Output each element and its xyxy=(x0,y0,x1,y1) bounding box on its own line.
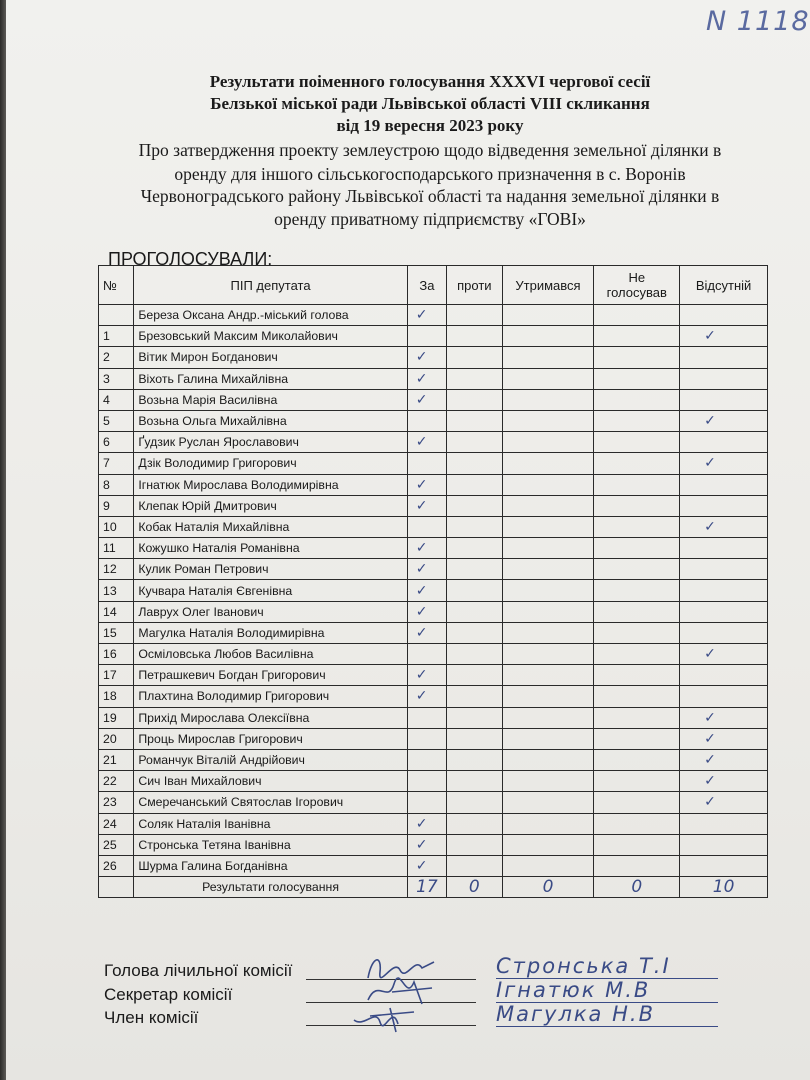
deputy-number: 20 xyxy=(99,728,134,749)
deputy-name: Романчук Віталій Андрійович xyxy=(134,749,407,770)
vote-cell-abstained xyxy=(502,686,594,707)
vote-cell-for xyxy=(407,771,446,792)
title-line-2: Белзької міської ради Львівської області VIII скликання xyxy=(210,94,650,113)
vote-cell-against xyxy=(447,559,502,580)
table-row xyxy=(99,580,768,601)
deputy-number: 18 xyxy=(99,686,134,707)
vote-cell-for xyxy=(407,474,446,495)
table-row xyxy=(99,516,768,537)
checkmark-icon: ✓ xyxy=(415,349,428,366)
deputy-name: Осміловська Любов Василівна xyxy=(134,644,407,665)
signature-role-2: Секретар комісії xyxy=(104,985,233,1004)
deputy-number: 17 xyxy=(99,665,134,686)
vote-cell-abstained xyxy=(502,410,594,431)
vote-cell-absent xyxy=(680,389,768,410)
vote-cell-absent xyxy=(680,516,768,537)
table-row xyxy=(99,453,768,474)
vote-cell-absent xyxy=(680,368,768,389)
results-empty-cell xyxy=(99,877,134,898)
deputy-name: Соляк Наталія Іванівна xyxy=(134,813,407,834)
vote-cell-for xyxy=(407,495,446,516)
vote-cell-for xyxy=(407,855,446,876)
signature-role-1: Голова лічильної комісії xyxy=(104,961,293,980)
vote-cell-absent xyxy=(680,644,768,665)
vote-cell-absent xyxy=(680,813,768,834)
table-row xyxy=(99,792,768,813)
deputy-name: Кулик Роман Петрович xyxy=(134,559,407,580)
deputy-name: Петрашкевич Богдан Григорович xyxy=(134,665,407,686)
deputy-name: Вітик Мирон Богданович xyxy=(134,347,407,368)
vote-cell-abstained xyxy=(502,432,594,453)
table-row xyxy=(99,474,768,495)
deputy-number: 25 xyxy=(99,834,134,855)
deputy-name: Возьна Марія Василівна xyxy=(134,389,407,410)
subject-line-2: оренду для іншого сільськогосподарського призначення в с. Воронів xyxy=(174,164,686,184)
deputy-number: 11 xyxy=(99,538,134,559)
checkmark-icon: ✓ xyxy=(704,709,716,726)
header-against: проти xyxy=(447,266,502,305)
vote-cell-for xyxy=(407,432,446,453)
vote-cell-for xyxy=(407,644,446,665)
deputy-number: 7 xyxy=(99,453,134,474)
result-abstained: 0 xyxy=(502,877,594,898)
vote-cell-against xyxy=(447,410,502,431)
table-row xyxy=(99,368,768,389)
deputy-name: Магулка Наталія Володимирівна xyxy=(134,622,407,643)
table-row xyxy=(99,495,768,516)
deputy-number: 5 xyxy=(99,410,134,431)
vote-cell-absent xyxy=(680,305,768,326)
vote-cell-for xyxy=(407,347,446,368)
voted-label: ПРОГОЛОСУВАЛИ: xyxy=(108,249,273,269)
checkmark-icon: ✓ xyxy=(415,624,428,641)
vote-cell-abstained xyxy=(502,368,594,389)
deputy-name: Проць Мирослав Григорович xyxy=(134,728,407,749)
vote-cell-against xyxy=(447,326,502,347)
vote-cell-not-voted xyxy=(594,347,680,368)
vote-cell-for xyxy=(407,516,446,537)
vote-cell-against xyxy=(447,792,502,813)
signature-scribble-3 xyxy=(350,998,430,1034)
vote-cell-for xyxy=(407,326,446,347)
deputy-name: Клепак Юрій Дмитрович xyxy=(134,495,407,516)
checkmark-icon: ✓ xyxy=(415,540,428,557)
result-not-voted: 0 xyxy=(594,877,680,898)
vote-cell-absent xyxy=(680,453,768,474)
vote-cell-against xyxy=(447,432,502,453)
deputy-name: Ігнатюк Мирослава Володимирівна xyxy=(134,474,407,495)
vote-cell-abstained xyxy=(502,580,594,601)
table-row xyxy=(99,686,768,707)
vote-cell-for xyxy=(407,792,446,813)
deputy-name: Возьна Ольга Михайлівна xyxy=(134,410,407,431)
vote-cell-not-voted xyxy=(594,389,680,410)
table-row xyxy=(99,326,768,347)
deputy-number: 21 xyxy=(99,749,134,770)
checkmark-icon: ✓ xyxy=(704,455,716,472)
vote-cell-not-voted xyxy=(594,368,680,389)
checkmark-icon: ✓ xyxy=(704,413,716,430)
vote-cell-absent xyxy=(680,622,768,643)
checkmark-icon: ✓ xyxy=(704,773,716,790)
vote-cell-abstained xyxy=(502,516,594,537)
deputy-name: Лаврух Олег Іванович xyxy=(134,601,407,622)
table-row xyxy=(99,728,768,749)
vote-cell-against xyxy=(447,749,502,770)
vote-cell-for xyxy=(407,410,446,431)
results-row xyxy=(99,877,768,898)
deputy-name: Сич Іван Михайлович xyxy=(134,771,407,792)
vote-cell-absent xyxy=(680,834,768,855)
deputy-number: 19 xyxy=(99,707,134,728)
table-row xyxy=(99,559,768,580)
deputy-name: Прихід Мирослава Олексіївна xyxy=(134,707,407,728)
table-row xyxy=(99,410,768,431)
vote-cell-abstained xyxy=(502,453,594,474)
vote-cell-not-voted xyxy=(594,707,680,728)
vote-cell-against xyxy=(447,707,502,728)
vote-cell-abstained xyxy=(502,834,594,855)
vote-cell-for xyxy=(407,834,446,855)
vote-cell-for xyxy=(407,622,446,643)
deputy-name: Брезовський Максим Миколайович xyxy=(134,326,407,347)
header-for: За xyxy=(407,266,446,305)
table-row xyxy=(99,665,768,686)
vote-cell-not-voted xyxy=(594,792,680,813)
vote-cell-against xyxy=(447,813,502,834)
vote-cell-not-voted xyxy=(594,410,680,431)
vote-cell-absent xyxy=(680,665,768,686)
header-not-voted-line2: голосував xyxy=(606,285,667,300)
vote-cell-not-voted xyxy=(594,855,680,876)
checkmark-icon: ✓ xyxy=(704,730,716,747)
checkmark-icon: ✓ xyxy=(704,752,716,769)
table-body xyxy=(99,305,768,877)
vote-cell-for xyxy=(407,707,446,728)
checkmark-icon: ✓ xyxy=(415,434,428,451)
checkmark-icon: ✓ xyxy=(415,476,428,493)
title-line-3: від 19 вересня 2023 року xyxy=(336,116,524,135)
vote-cell-against xyxy=(447,347,502,368)
vote-cell-absent xyxy=(680,347,768,368)
title-line-1: Результати поіменного голосування XXXVI чергової сесії xyxy=(209,72,651,91)
header-name: ПІП депутата xyxy=(134,266,407,305)
table-row xyxy=(99,601,768,622)
vote-cell-against xyxy=(447,368,502,389)
subject-line-4: оренду приватному підприємству «ГОВІ» xyxy=(274,209,586,229)
vote-cell-for xyxy=(407,813,446,834)
deputy-number: 22 xyxy=(99,771,134,792)
vote-cell-against xyxy=(447,516,502,537)
checkmark-icon: ✓ xyxy=(415,667,428,684)
vote-cell-absent xyxy=(680,326,768,347)
deputy-number: 24 xyxy=(99,813,134,834)
header-not-voted-line1: Не xyxy=(628,270,646,285)
table-row xyxy=(99,347,768,368)
vote-cell-against xyxy=(447,580,502,601)
deputy-number: 14 xyxy=(99,601,134,622)
table-row xyxy=(99,749,768,770)
vote-cell-against xyxy=(447,305,502,326)
vote-cell-not-voted xyxy=(594,834,680,855)
deputy-name: Шурма Галина Богданівна xyxy=(134,855,407,876)
checkmark-icon: ✓ xyxy=(415,857,428,874)
vote-cell-not-voted xyxy=(594,686,680,707)
vote-cell-abstained xyxy=(502,474,594,495)
vote-cell-not-voted xyxy=(594,326,680,347)
vote-cell-abstained xyxy=(502,707,594,728)
vote-cell-absent xyxy=(680,474,768,495)
result-absent: 10 xyxy=(680,877,768,898)
vote-cell-not-voted xyxy=(594,474,680,495)
table-row xyxy=(99,305,768,326)
table-row xyxy=(99,389,768,410)
deputy-number: 3 xyxy=(99,368,134,389)
vote-cell-abstained xyxy=(502,813,594,834)
checkmark-icon: ✓ xyxy=(415,561,428,578)
deputy-number: 8 xyxy=(99,474,134,495)
checkmark-icon: ✓ xyxy=(415,836,428,853)
deputy-number: 10 xyxy=(99,516,134,537)
voting-table xyxy=(98,265,768,898)
deputy-number: 13 xyxy=(99,580,134,601)
vote-cell-against xyxy=(447,728,502,749)
vote-cell-for xyxy=(407,538,446,559)
vote-cell-not-voted xyxy=(594,813,680,834)
vote-cell-not-voted xyxy=(594,728,680,749)
deputy-number: 16 xyxy=(99,644,134,665)
results-label: Результати голосування xyxy=(134,877,407,898)
checkmark-icon: ✓ xyxy=(415,391,428,408)
header-abstained: Утримався xyxy=(502,266,594,305)
deputy-number: 2 xyxy=(99,347,134,368)
checkmark-icon: ✓ xyxy=(415,688,428,705)
vote-cell-against xyxy=(447,665,502,686)
result-against: 0 xyxy=(447,877,502,898)
table-row xyxy=(99,834,768,855)
checkmark-icon: ✓ xyxy=(704,646,716,663)
deputy-number: 1 xyxy=(99,326,134,347)
signature-name-1: Стронська Т.І xyxy=(496,954,718,979)
vote-cell-not-voted xyxy=(594,305,680,326)
vote-cell-against xyxy=(447,622,502,643)
deputy-name: Дзік Володимир Григорович xyxy=(134,453,407,474)
vote-cell-abstained xyxy=(502,749,594,770)
vote-cell-not-voted xyxy=(594,749,680,770)
vote-cell-absent xyxy=(680,495,768,516)
deputy-name: Плахтина Володимир Григорович xyxy=(134,686,407,707)
vote-cell-absent xyxy=(680,792,768,813)
vote-cell-not-voted xyxy=(594,516,680,537)
vote-cell-abstained xyxy=(502,855,594,876)
deputy-number: 26 xyxy=(99,855,134,876)
deputy-name: Смеречанський Святослав Ігорович xyxy=(134,792,407,813)
checkmark-icon: ✓ xyxy=(704,328,716,345)
checkmark-icon: ✓ xyxy=(415,582,428,599)
deputy-name: Кучвара Наталія Євгенівна xyxy=(134,580,407,601)
vote-cell-absent xyxy=(680,728,768,749)
vote-cell-abstained xyxy=(502,326,594,347)
vote-cell-against xyxy=(447,771,502,792)
header-number: № xyxy=(99,266,134,305)
table-row xyxy=(99,855,768,876)
checkmark-icon: ✓ xyxy=(415,815,428,832)
vote-cell-for xyxy=(407,601,446,622)
vote-cell-against xyxy=(447,474,502,495)
deputy-number: 6 xyxy=(99,432,134,453)
vote-cell-not-voted xyxy=(594,601,680,622)
vote-cell-not-voted xyxy=(594,771,680,792)
table-row xyxy=(99,432,768,453)
deputy-name: Ґудзик Руслан Ярославович xyxy=(134,432,407,453)
vote-cell-absent xyxy=(680,538,768,559)
vote-cell-against xyxy=(447,453,502,474)
vote-cell-for xyxy=(407,580,446,601)
vote-cell-absent xyxy=(680,707,768,728)
handwritten-document-number: N 1118 xyxy=(706,6,810,37)
vote-cell-absent xyxy=(680,410,768,431)
vote-cell-not-voted xyxy=(594,559,680,580)
deputy-number: 23 xyxy=(99,792,134,813)
vote-cell-for xyxy=(407,728,446,749)
vote-cell-abstained xyxy=(502,728,594,749)
deputy-number: 4 xyxy=(99,389,134,410)
subject-line-3: Червоноградського району Львівської області та надання земельної ділянки в xyxy=(140,186,720,206)
checkmark-icon: ✓ xyxy=(704,518,716,535)
vote-cell-abstained xyxy=(502,305,594,326)
vote-cell-for xyxy=(407,686,446,707)
deputy-number: 12 xyxy=(99,559,134,580)
vote-cell-abstained xyxy=(502,622,594,643)
table-row xyxy=(99,707,768,728)
table-header-row xyxy=(99,266,768,305)
signature-name-3: Магулка Н.В xyxy=(496,1002,718,1027)
table-row xyxy=(99,538,768,559)
signature-name-2: Ігнатюк М.В xyxy=(496,978,718,1003)
table-row xyxy=(99,622,768,643)
deputy-name: Береза Оксана Андр.-міський голова xyxy=(134,305,407,326)
vote-cell-not-voted xyxy=(594,665,680,686)
vote-cell-abstained xyxy=(502,559,594,580)
vote-cell-against xyxy=(447,538,502,559)
vote-cell-abstained xyxy=(502,644,594,665)
vote-cell-absent xyxy=(680,601,768,622)
signature-role-3: Член комісії xyxy=(104,1008,199,1027)
vote-cell-not-voted xyxy=(594,644,680,665)
table-row xyxy=(99,771,768,792)
vote-cell-against xyxy=(447,389,502,410)
checkmark-icon: ✓ xyxy=(415,370,428,387)
header-not-voted xyxy=(594,266,680,305)
header-absent: Відсутній xyxy=(680,266,768,305)
vote-cell-absent xyxy=(680,749,768,770)
vote-cell-not-voted xyxy=(594,580,680,601)
subject-line-1: Про затвердження проекту землеустрою щодо відведення земельної ділянки в xyxy=(138,140,722,160)
vote-cell-abstained xyxy=(502,601,594,622)
checkmark-icon: ✓ xyxy=(415,307,428,324)
vote-cell-against xyxy=(447,686,502,707)
table-row xyxy=(99,644,768,665)
vote-cell-absent xyxy=(680,580,768,601)
vote-cell-for xyxy=(407,665,446,686)
deputy-number: 15 xyxy=(99,622,134,643)
vote-cell-against xyxy=(447,644,502,665)
vote-cell-abstained xyxy=(502,347,594,368)
vote-cell-not-voted xyxy=(594,538,680,559)
vote-cell-for xyxy=(407,305,446,326)
vote-cell-against xyxy=(447,855,502,876)
table-row xyxy=(99,813,768,834)
vote-cell-abstained xyxy=(502,792,594,813)
vote-cell-not-voted xyxy=(594,622,680,643)
deputy-name: Віхоть Галина Михайлівна xyxy=(134,368,407,389)
vote-cell-not-voted xyxy=(594,453,680,474)
vote-cell-for xyxy=(407,389,446,410)
vote-cell-abstained xyxy=(502,495,594,516)
checkmark-icon: ✓ xyxy=(415,497,428,514)
vote-cell-against xyxy=(447,834,502,855)
vote-cell-abstained xyxy=(502,771,594,792)
vote-cell-not-voted xyxy=(594,495,680,516)
vote-cell-absent xyxy=(680,432,768,453)
result-for: 17 xyxy=(407,877,446,898)
deputy-name: Кожушко Наталія Романівна xyxy=(134,538,407,559)
vote-cell-absent xyxy=(680,559,768,580)
vote-cell-for xyxy=(407,559,446,580)
vote-cell-for xyxy=(407,368,446,389)
vote-cell-absent xyxy=(680,771,768,792)
deputy-name: Стронська Тетяна Іванівна xyxy=(134,834,407,855)
checkmark-icon: ✓ xyxy=(704,794,716,811)
checkmark-icon: ✓ xyxy=(415,603,428,620)
vote-cell-against xyxy=(447,495,502,516)
deputy-name: Кобак Наталія Михайлівна xyxy=(134,516,407,537)
vote-cell-abstained xyxy=(502,538,594,559)
vote-cell-against xyxy=(447,601,502,622)
vote-cell-absent xyxy=(680,855,768,876)
deputy-number xyxy=(99,305,134,326)
vote-cell-for xyxy=(407,453,446,474)
vote-cell-abstained xyxy=(502,389,594,410)
deputy-number: 9 xyxy=(99,495,134,516)
vote-cell-not-voted xyxy=(594,432,680,453)
vote-cell-for xyxy=(407,749,446,770)
vote-cell-absent xyxy=(680,686,768,707)
vote-cell-abstained xyxy=(502,665,594,686)
